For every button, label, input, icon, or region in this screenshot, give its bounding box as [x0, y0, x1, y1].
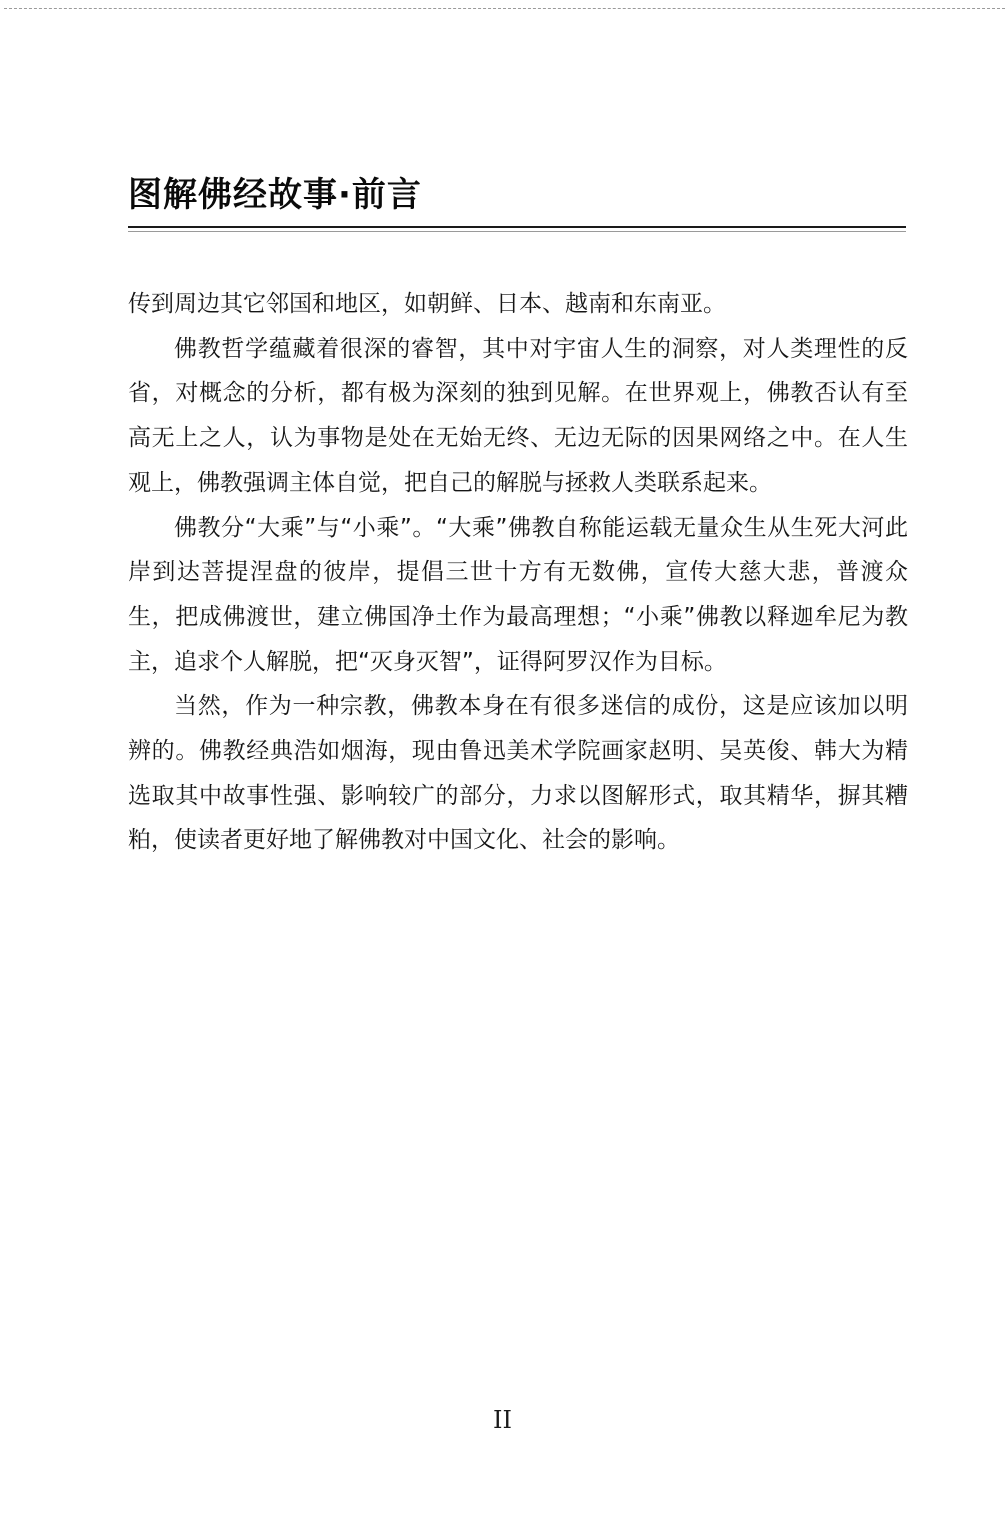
running-title: 图解佛经故事·前言	[128, 175, 422, 215]
header-rule	[128, 226, 906, 228]
page-number: II	[493, 1406, 512, 1434]
paragraph-philosophy: 佛教哲学蕴藏着很深的睿智，其中对宇宙人生的洞察，对人类理性的反省，对概念的分析，都有极为深刻的独到见解。在世界观上，佛教否认有至高无上之人，认为事物是处在无始无终、无边无际的因果网络之中。在人生观上，佛教强调主体自觉，把自己的解脱与拯救人类联系起来。	[128, 335, 908, 496]
paragraph-continued: 传到周边其它邻国和地区，如朝鲜、日本、越南和东南亚。	[128, 291, 726, 317]
page-header	[128, 170, 906, 220]
paragraph-conclusion: 当然，作为一种宗教，佛教本身在有很多迷信的成份，这是应该加以明辨的。佛教经典浩如烟海，现由鲁迅美术学院画家赵明、吴英俊、韩大为精选取其中故事性强、影响较广的部分，力求以图解形式，取其精华，摒其糟粕，使读者更好地了解佛教对中国文化、社会的影响。	[128, 693, 908, 854]
scan-edge-line	[4, 8, 1005, 9]
header-rule-thin	[128, 231, 906, 232]
body-text	[128, 282, 908, 863]
paragraph-mahayana-hinayana: 佛教分“大乘”与“小乘”。“大乘”佛教自称能运载无量众生从生死大河此岸到达菩提涅盘的彼岸，提倡三世十方有无数佛，宣传大慈大悲，普渡众生，把成佛渡世，建立佛国净土作为最高理想；“小乘”佛教以释迦牟尼为教主，追求个人解脱，把“灭身灭智”，证得阿罗汉作为目标。	[128, 514, 908, 675]
